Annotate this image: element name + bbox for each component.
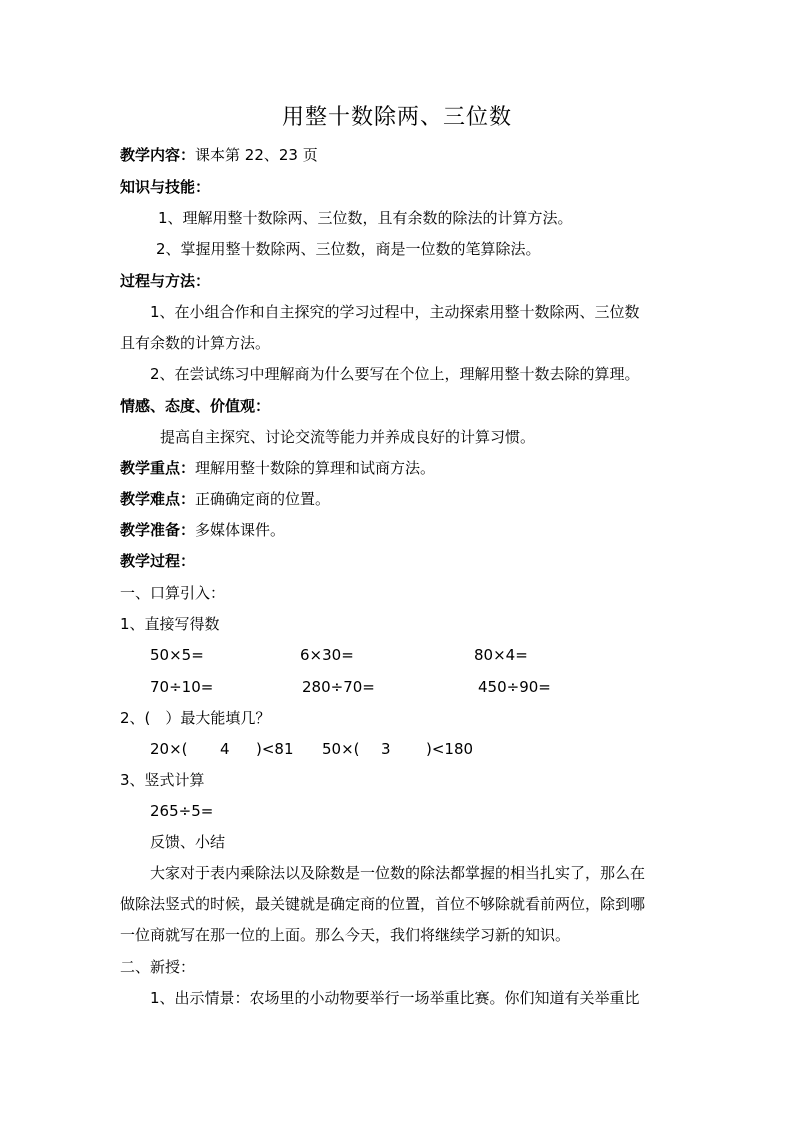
knowledge-item-1: 1、理解用整十数除两、三位数，且有余数的除法的计算方法。 (158, 209, 573, 227)
para-line-2: 做除法竖式的时候，最关键就是确定商的位置，首位不够除就看前两位，除到哪 (120, 895, 646, 913)
section1-heading: 一、口算引入： (120, 584, 226, 602)
section1-sub2: 2、( ）最大能填几？ (120, 709, 271, 727)
fill-1-post: )<81 (256, 740, 294, 758)
procedure-heading: 教学过程： (120, 552, 196, 570)
fill-2-val: 3 (381, 740, 391, 758)
difficulty-label: 教学难点： (120, 490, 196, 508)
emotion-item: 提高自主探究、讨论交流等能力并养成良好的计算习惯。 (160, 428, 536, 446)
prep-label: 教学准备： (120, 521, 196, 539)
section2-item-1: 1、出示情景：农场里的小动物要举行一场举重比赛。你们知道有关举重比 (150, 989, 640, 1007)
knowledge-item-2: 2、掌握用整十数除两、三位数，商是一位数的笔算除法。 (156, 240, 541, 258)
section2-heading: 二、新授： (120, 958, 196, 976)
page-title: 用整十数除两、三位数 (281, 105, 512, 130)
focus-text: 理解用整十数除的算理和试商方法。 (195, 459, 436, 477)
section1-sub3: 3、竖式计算 (120, 771, 205, 789)
calc-5: 280÷70= (302, 678, 375, 696)
calc-2: 6×30= (300, 646, 354, 664)
emotion-heading: 情感、态度、价值观： (120, 397, 271, 415)
focus-line (120, 458, 435, 478)
content-text: 课本第 22、23 页 (195, 146, 318, 164)
calc-1: 50×5= (150, 646, 204, 664)
difficulty-line (120, 489, 330, 509)
calc-3: 80×4= (474, 646, 528, 664)
section1-sub1: 1、直接写得数 (120, 615, 220, 633)
prep-line (120, 520, 285, 540)
fill-1-pre: 20×( (150, 740, 188, 758)
prep-text: 多媒体课件。 (195, 521, 286, 539)
fill-2-pre: 50×( (322, 740, 360, 758)
process-item-1b: 且有余数的计算方法。 (120, 334, 271, 352)
focus-label: 教学重点： (120, 459, 196, 477)
process-item-1a: 1、在小组合作和自主探究的学习过程中，主动探索用整十数除两、三位数 (150, 303, 640, 321)
knowledge-heading: 知识与技能： (120, 178, 211, 196)
calc-4: 70÷10= (150, 678, 214, 696)
content-line (120, 145, 318, 165)
calc-6: 450÷90= (478, 678, 551, 696)
process-heading: 过程与方法： (120, 272, 211, 290)
feedback: 反馈、小结 (150, 833, 226, 851)
content-label: 教学内容： (120, 146, 196, 164)
process-item-2: 2、在尝试练习中理解商为什么要写在个位上，理解用整十数去除的算理。 (150, 365, 640, 383)
fill-2-post: )<180 (426, 740, 474, 758)
difficulty-text: 正确确定商的位置。 (195, 490, 331, 508)
vertical-calc: 265÷5= (150, 802, 214, 820)
para-line-3: 一位商就写在那一位的上面。那么今天，我们将继续学习新的知识。 (120, 926, 571, 944)
fill-1-val: 4 (220, 740, 230, 758)
para-line-1: 大家对于表内乘除法以及除数是一位数的除法都掌握的相当扎实了，那么在 (150, 864, 646, 882)
